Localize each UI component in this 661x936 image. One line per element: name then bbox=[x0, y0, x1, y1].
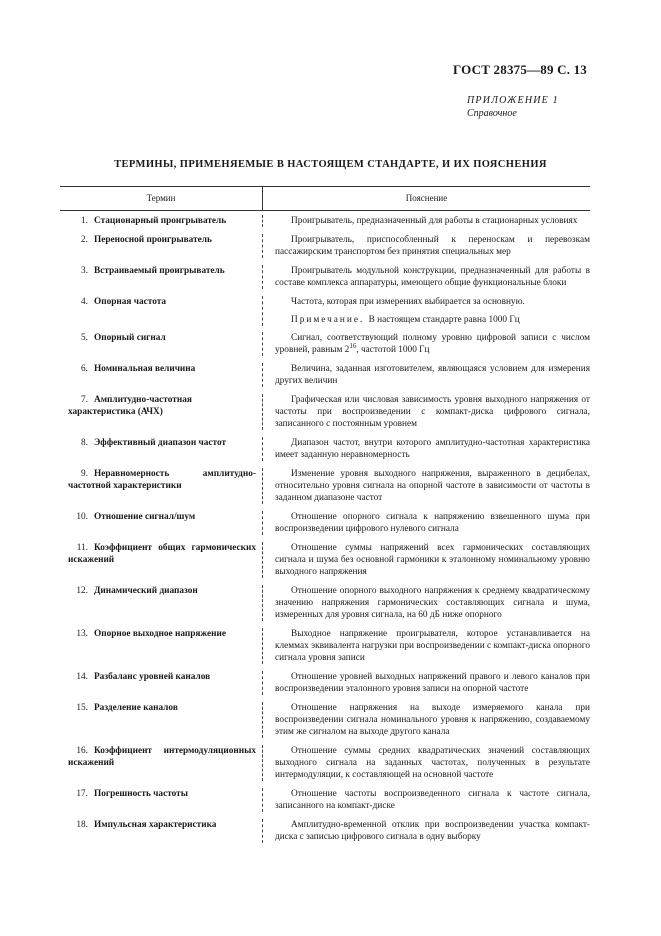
term-cell bbox=[60, 671, 262, 695]
term-text: Опорная частота bbox=[94, 297, 167, 307]
term-text: Коэффициент интермодуляционных искажений bbox=[68, 746, 256, 768]
explanation-cell bbox=[262, 363, 590, 387]
term-cell bbox=[60, 215, 262, 227]
explanation-cell bbox=[262, 628, 590, 664]
term-cell bbox=[60, 363, 262, 387]
table-row bbox=[60, 437, 590, 461]
appendix-number: ПРИЛОЖЕНИЕ 1 bbox=[467, 95, 559, 106]
term-text: Амплитудно-частотная характеристика (АЧХ) bbox=[68, 395, 192, 417]
table-row bbox=[60, 511, 590, 535]
term-cell bbox=[60, 234, 262, 258]
table-header bbox=[60, 187, 590, 211]
explanation-text: Проигрыватель, приспособленный к переноскам и перевозкам пассажирским транспортом без принятия специальных мер bbox=[275, 235, 590, 257]
term-number: 17. bbox=[76, 789, 88, 799]
term-number: 5. bbox=[81, 333, 88, 343]
explanation-cell bbox=[262, 745, 590, 781]
table-row bbox=[60, 745, 590, 781]
term-text: Отношение сигнал/шум bbox=[94, 512, 196, 522]
term-number: 4. bbox=[81, 297, 88, 307]
term-number: 12. bbox=[76, 586, 88, 596]
term-cell bbox=[60, 745, 262, 781]
table-row bbox=[60, 215, 590, 227]
table-body bbox=[60, 211, 590, 843]
explanation-cell bbox=[262, 394, 590, 430]
terms-table bbox=[60, 186, 590, 850]
term-cell bbox=[60, 542, 262, 578]
explanation-cell bbox=[262, 468, 590, 504]
term-cell bbox=[60, 702, 262, 738]
explanation-cell bbox=[262, 265, 590, 289]
table-row bbox=[60, 296, 590, 326]
note bbox=[275, 314, 590, 326]
page-title: ТЕРМИНЫ, ПРИМЕНЯЕМЫЕ В НАСТОЯЩЕМ СТАНДАРТЕ, И ИХ ПОЯСНЕНИЯ bbox=[114, 159, 547, 170]
explanation-cell bbox=[262, 332, 590, 356]
explanation-text: Амплитудно-временной отклик при воспроизведении участка компакт-диска с записью цифрового сигнала в одну выборку bbox=[275, 820, 590, 842]
explanation-text: Сигнал, соответствующий полному уровню цифровой записи с числом уровней, равным $2^{16}$, частотой 1000 Гц bbox=[275, 333, 590, 355]
explanation-text: Изменение уровня выходного напряжения, выраженного в децибелах, относительно уровня сигнала на опорной частоте в зависимости от частоты в заданном диапазоне частот bbox=[275, 469, 590, 503]
term-text: Стационарный проигрыватель bbox=[94, 216, 227, 226]
appendix-label bbox=[467, 94, 587, 120]
term-text: Опорное выходное напряжение bbox=[94, 629, 226, 639]
table-row bbox=[60, 788, 590, 812]
term-number: 2. bbox=[81, 235, 88, 245]
term-number: 7. bbox=[81, 395, 88, 405]
term-number: 10. bbox=[76, 512, 88, 522]
explanation-cell bbox=[262, 234, 590, 258]
table-row bbox=[60, 468, 590, 504]
explanation-cell bbox=[262, 702, 590, 738]
term-number: 14. bbox=[76, 672, 88, 682]
term-cell bbox=[60, 332, 262, 356]
document-reference: ГОСТ 28375—89 С. 13 bbox=[453, 62, 587, 77]
term-number: 9. bbox=[81, 469, 88, 479]
explanation-cell bbox=[262, 215, 590, 227]
explanation-text: Проигрыватель, предназначенный для работы в стационарных условиях bbox=[291, 216, 578, 226]
explanation-text: Отношение опорного сигнала к напряжению взвешенного шума при воспроизведении цифрового нулевого сигнала bbox=[275, 512, 590, 534]
explanation-text: Отношение суммы средних квадратических значений составляющих выходного сигнала на заданных частотах, полученных в результате интермодуляции, к составляющей на основной частоте bbox=[275, 746, 590, 780]
term-cell bbox=[60, 394, 262, 430]
table-row bbox=[60, 363, 590, 387]
note-label: Примечание. bbox=[291, 315, 369, 325]
term-cell bbox=[60, 468, 262, 504]
table-row bbox=[60, 542, 590, 578]
term-number: 6. bbox=[81, 364, 88, 374]
table-row bbox=[60, 234, 590, 258]
table-row bbox=[60, 819, 590, 843]
explanation-text: Отношение частоты воспроизведенного сигнала к частоте сигнала, записанного на компакт-диске bbox=[275, 789, 590, 811]
term-text: Разделение каналов bbox=[94, 703, 178, 713]
term-number: 11. bbox=[76, 543, 88, 553]
table-row bbox=[60, 702, 590, 738]
explanation-cell bbox=[262, 296, 590, 326]
term-text: Динамический диапазон bbox=[94, 586, 198, 596]
term-text: Неравномерность амплитудно-частотной характеристики bbox=[68, 469, 256, 491]
term-text: Коэффициент общих гармонических искажений bbox=[68, 543, 256, 565]
term-text: Опорный сигнал bbox=[94, 333, 166, 343]
term-cell bbox=[60, 265, 262, 289]
term-number: 18. bbox=[76, 820, 88, 830]
term-cell bbox=[60, 628, 262, 664]
explanation-text: Выходное напряжение проигрывателя, которое устанавливается на клеммах эквивалента нагрузки при воспроизведении с компакт-диска опорного сигнала уровня записи bbox=[275, 629, 590, 663]
explanation-text: Диапазон частот, внутри которого амплитудно-частотная характеристика имеет заданную неравномерность bbox=[275, 438, 590, 460]
term-cell bbox=[60, 788, 262, 812]
note-text: В настоящем стандарте равна 1000 Гц bbox=[368, 315, 520, 325]
term-text: Эффективный диапазон частот bbox=[94, 438, 227, 448]
term-text: Номинальная величина bbox=[94, 364, 196, 374]
explanation-cell bbox=[262, 788, 590, 812]
explanation-cell bbox=[262, 437, 590, 461]
table-row bbox=[60, 394, 590, 430]
explanation-text: Отношение опорного выходного напряжения к среднему квадратическому значению напряжения гармонических составляющих сигнала и шума, измеренных для уровня сигнала, на 60 дБ ниже опорного bbox=[275, 586, 590, 620]
explanation-cell bbox=[262, 511, 590, 535]
term-cell bbox=[60, 585, 262, 621]
explanation-text: Проигрыватель модульной конструкции, предназначенный для работы в составе комплекса аппаратуры, имеющего общие функциональные блоки bbox=[275, 266, 590, 288]
explanation-text: Отношение уровней выходных напряжений правого и левого каналов при воспроизведении эталонного уровня записи на опорной частоте bbox=[275, 672, 590, 694]
explanation-text: Графическая или числовая зависимость уровня выходного напряжения от частоты при воспроизведении с компакт-диска цифрового сигнала, записанного с постоянным уровнем bbox=[275, 395, 590, 429]
term-cell bbox=[60, 819, 262, 843]
table-row bbox=[60, 585, 590, 621]
term-number: 15. bbox=[76, 703, 88, 713]
table-row bbox=[60, 265, 590, 289]
appendix-type: Справочное bbox=[467, 108, 517, 119]
term-number: 13. bbox=[76, 629, 88, 639]
explanation-text: Величина, заданная изготовителем, являющаяся условием для измерения других величин bbox=[275, 364, 590, 386]
table-row bbox=[60, 671, 590, 695]
term-text: Погрешность частоты bbox=[94, 789, 188, 799]
explanation-text: Отношение напряжения на выходе измеряемого канала при воспроизведении сигнала номинального уровня к напряжению, создаваемому этим же сигналом на выходе другого канала bbox=[275, 703, 590, 737]
term-number: 16. bbox=[76, 746, 88, 756]
explanation-text: Частота, которая при измерениях выбирается за основную. bbox=[291, 297, 525, 307]
term-number: 1. bbox=[81, 216, 88, 226]
term-cell bbox=[60, 437, 262, 461]
explanation-text: Отношение суммы напряжений всех гармонических составляющих сигнала и шума без основной гармоники к эталонному номинальному уровню выходного напряжения bbox=[275, 543, 590, 577]
term-number: 8. bbox=[81, 438, 88, 448]
explanation-cell bbox=[262, 819, 590, 843]
exponent: 16 bbox=[349, 341, 357, 350]
term-text: Импульсная характеристика bbox=[94, 820, 217, 830]
column-header-explanation: Пояснение bbox=[405, 193, 448, 203]
term-number: 3. bbox=[81, 266, 88, 276]
term-cell bbox=[60, 511, 262, 535]
column-header-term: Термин bbox=[60, 187, 263, 210]
table-row bbox=[60, 332, 590, 356]
explanation-cell bbox=[262, 671, 590, 695]
explanation-cell bbox=[262, 585, 590, 621]
table-row bbox=[60, 628, 590, 664]
term-cell bbox=[60, 296, 262, 326]
term-text: Встраиваемый проигрыватель bbox=[94, 266, 225, 276]
explanation-cell bbox=[262, 542, 590, 578]
term-text: Разбаланс уровней каналов bbox=[94, 672, 211, 682]
term-text: Переносной проигрыватель bbox=[94, 235, 212, 245]
